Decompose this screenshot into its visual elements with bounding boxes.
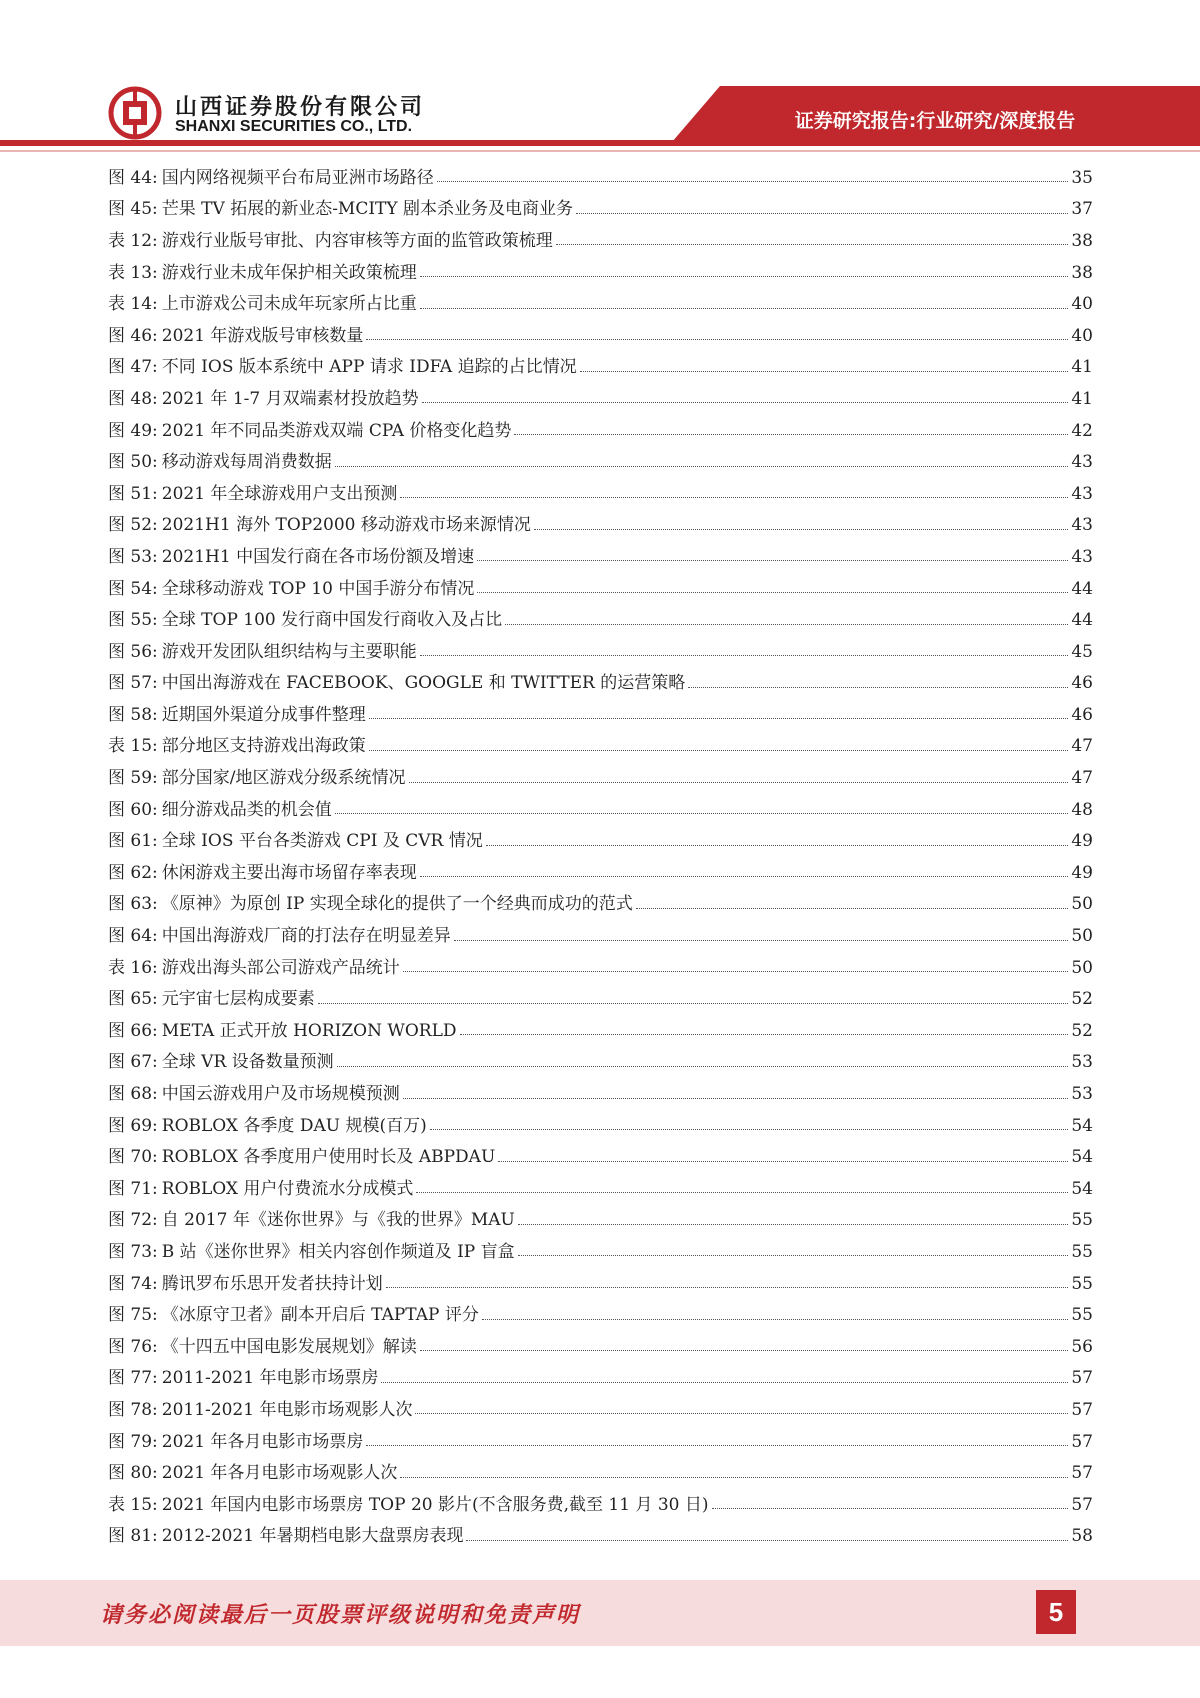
toc-entry-page: 38 bbox=[1071, 262, 1093, 283]
toc-entry[interactable] bbox=[108, 604, 1093, 636]
toc-leader-dots bbox=[369, 718, 1069, 719]
toc-entry-title: META 正式开放 HORIZON WORLD bbox=[161, 1020, 457, 1041]
toc-leader-dots bbox=[420, 655, 1069, 656]
toc-entry-label: 图 61: bbox=[108, 831, 158, 852]
toc-entry-page: 57 bbox=[1071, 1494, 1093, 1515]
toc-entry-label: 图 81: bbox=[108, 1526, 158, 1547]
toc-entry-label: 图 58: bbox=[108, 704, 158, 725]
toc-entry[interactable] bbox=[108, 288, 1093, 320]
toc-entry[interactable] bbox=[108, 352, 1093, 384]
toc-entry-title: 2011-2021 年电影市场票房 bbox=[161, 1368, 379, 1389]
toc-entry-page: 54 bbox=[1071, 1147, 1093, 1168]
toc-entry[interactable] bbox=[108, 383, 1093, 415]
toc-entry[interactable] bbox=[108, 1489, 1093, 1521]
toc-entry-label: 图 67: bbox=[108, 1052, 158, 1073]
toc-entry-label: 图 63: bbox=[108, 894, 158, 915]
toc-entry-title: 国内网络视频平台布局亚洲市场路径 bbox=[161, 167, 434, 188]
toc-entry-page: 37 bbox=[1071, 199, 1093, 220]
toc-leader-dots bbox=[580, 371, 1069, 372]
page-number: 5 bbox=[1036, 1590, 1076, 1634]
toc-entry[interactable] bbox=[108, 857, 1093, 889]
toc-entry-page: 49 bbox=[1071, 831, 1093, 852]
toc-entry-page: 57 bbox=[1071, 1431, 1093, 1452]
toc-entry-page: 57 bbox=[1071, 1399, 1093, 1420]
toc-entry-title: 《十四五中国电影发展规划》解读 bbox=[161, 1336, 417, 1357]
toc-entry-page: 46 bbox=[1071, 673, 1093, 694]
toc-entry-label: 图 78: bbox=[108, 1399, 158, 1420]
toc-leader-dots bbox=[498, 1161, 1068, 1162]
toc-entry-label: 图 64: bbox=[108, 926, 158, 947]
toc-entry-page: 43 bbox=[1071, 452, 1093, 473]
table-of-contents bbox=[108, 162, 1093, 1552]
toc-entry-title: 细分游戏品类的机会值 bbox=[161, 799, 332, 820]
toc-leader-dots bbox=[318, 1003, 1069, 1004]
toc-leader-dots bbox=[454, 940, 1069, 941]
toc-entry-page: 46 bbox=[1071, 704, 1093, 725]
toc-entry-title: 中国出海游戏在 FACEBOOK、GOOGLE 和 TWITTER 的运营策略 bbox=[161, 673, 686, 694]
toc-entry[interactable] bbox=[108, 415, 1093, 447]
toc-entry[interactable] bbox=[108, 952, 1093, 984]
toc-entry-page: 47 bbox=[1071, 736, 1093, 757]
toc-leader-dots bbox=[576, 213, 1068, 214]
toc-entry-page: 47 bbox=[1071, 768, 1093, 789]
toc-entry[interactable] bbox=[108, 762, 1093, 794]
toc-entry-page: 44 bbox=[1071, 610, 1093, 631]
toc-entry-title: 2021H1 中国发行商在各市场份额及增速 bbox=[161, 546, 475, 567]
toc-entry-label: 图 59: bbox=[108, 768, 158, 789]
toc-leader-dots bbox=[420, 276, 1069, 277]
toc-entry-page: 43 bbox=[1071, 546, 1093, 567]
toc-entry-title: 2012-2021 年暑期档电影大盘票房表现 bbox=[161, 1526, 464, 1547]
toc-entry-title: 2021 年各月电影市场票房 bbox=[161, 1431, 364, 1452]
toc-entry-title: 全球 VR 设备数量预测 bbox=[161, 1052, 334, 1073]
toc-entry-page: 55 bbox=[1071, 1241, 1093, 1262]
toc-leader-dots bbox=[712, 1508, 1069, 1509]
toc-entry[interactable] bbox=[108, 541, 1093, 573]
toc-entry[interactable] bbox=[108, 225, 1093, 257]
toc-leader-dots bbox=[636, 908, 1069, 909]
toc-entry[interactable] bbox=[108, 1205, 1093, 1237]
toc-leader-dots bbox=[420, 1350, 1069, 1351]
toc-entry-title: 《冰原守卫者》副本开启后 TAPTAP 评分 bbox=[161, 1305, 479, 1326]
toc-entry-page: 58 bbox=[1071, 1526, 1093, 1547]
toc-entry[interactable] bbox=[108, 983, 1093, 1015]
toc-entry-title: 移动游戏每周消费数据 bbox=[161, 452, 332, 473]
toc-entry-title: 2021 年不同品类游戏双端 CPA 价格变化趋势 bbox=[161, 420, 512, 441]
toc-leader-dots bbox=[437, 181, 1069, 182]
toc-entry-page: 43 bbox=[1071, 515, 1093, 536]
toc-entry-title: 2021 年国内电影市场票房 TOP 20 影片(不含服务费,截至 11 月 30 日) bbox=[161, 1494, 709, 1515]
toc-leader-dots bbox=[477, 560, 1068, 561]
toc-leader-dots bbox=[335, 813, 1069, 814]
toc-entry-title: 2021 年 1-7 月双端素材投放趋势 bbox=[161, 388, 419, 409]
toc-leader-dots bbox=[482, 1319, 1069, 1320]
toc-entry-title: 游戏行业未成年保护相关政策梳理 bbox=[161, 262, 417, 283]
toc-leader-dots bbox=[386, 1287, 1069, 1288]
toc-entry-label: 图 80: bbox=[108, 1463, 158, 1484]
toc-entry-label: 图 71: bbox=[108, 1178, 158, 1199]
toc-leader-dots bbox=[335, 466, 1069, 467]
toc-leader-dots bbox=[420, 876, 1069, 877]
toc-entry[interactable] bbox=[108, 889, 1093, 921]
toc-entry[interactable] bbox=[108, 731, 1093, 763]
toc-entry-page: 54 bbox=[1071, 1178, 1093, 1199]
toc-entry-title: 中国出海游戏厂商的打法存在明显差异 bbox=[161, 926, 451, 947]
toc-entry[interactable] bbox=[108, 1363, 1093, 1395]
toc-entry-title: 全球移动游戏 TOP 10 中国手游分布情况 bbox=[161, 578, 475, 599]
toc-entry[interactable] bbox=[108, 636, 1093, 668]
toc-entry-title: 自 2017 年《迷你世界》与《我的世界》MAU bbox=[161, 1210, 515, 1231]
toc-entry-page: 45 bbox=[1071, 641, 1093, 662]
toc-entry-title: 近期国外渠道分成事件整理 bbox=[161, 704, 366, 725]
toc-entry-page: 40 bbox=[1071, 325, 1093, 346]
toc-entry-title: 全球 IOS 平台各类游戏 CPI 及 CVR 情况 bbox=[161, 831, 483, 852]
toc-entry-title: B 站《迷你世界》相关内容创作频道及 IP 盲盒 bbox=[161, 1241, 515, 1262]
toc-entry-page: 50 bbox=[1071, 894, 1093, 915]
toc-entry-title: 游戏行业版号审批、内容审核等方面的监管政策梳理 bbox=[161, 230, 553, 251]
toc-leader-dots bbox=[460, 1034, 1069, 1035]
toc-entry-label: 图 48: bbox=[108, 388, 158, 409]
toc-entry-label: 表 15: bbox=[108, 1494, 158, 1515]
toc-entry-title: ROBLOX 各季度 DAU 规模(百万) bbox=[161, 1115, 427, 1136]
toc-entry-label: 图 66: bbox=[108, 1020, 158, 1041]
toc-entry-page: 57 bbox=[1071, 1463, 1093, 1484]
toc-entry[interactable] bbox=[108, 920, 1093, 952]
toc-leader-dots bbox=[430, 1129, 1069, 1130]
toc-leader-dots bbox=[415, 1413, 1068, 1414]
toc-leader-dots bbox=[466, 1540, 1068, 1541]
toc-entry[interactable] bbox=[108, 1047, 1093, 1079]
toc-entry[interactable] bbox=[108, 825, 1093, 857]
toc-entry-label: 图 44: bbox=[108, 167, 158, 188]
toc-entry-label: 图 76: bbox=[108, 1336, 158, 1357]
toc-entry-page: 50 bbox=[1071, 926, 1093, 947]
toc-entry-label: 图 72: bbox=[108, 1210, 158, 1231]
toc-entry-label: 图 49: bbox=[108, 420, 158, 441]
toc-entry-label: 图 55: bbox=[108, 610, 158, 631]
toc-entry[interactable] bbox=[108, 668, 1093, 700]
toc-leader-dots bbox=[688, 687, 1068, 688]
toc-entry[interactable] bbox=[108, 1236, 1093, 1268]
toc-entry-page: 35 bbox=[1071, 167, 1093, 188]
toc-entry-label: 图 65: bbox=[108, 989, 158, 1010]
toc-entry-title: 部分国家/地区游戏分级系统情况 bbox=[161, 768, 406, 789]
toc-entry-title: 2021 年全球游戏用户支出预测 bbox=[161, 483, 398, 504]
toc-entry-label: 图 51: bbox=[108, 483, 158, 504]
toc-entry-title: 腾讯罗布乐思开发者扶持计划 bbox=[161, 1273, 383, 1294]
toc-entry[interactable] bbox=[108, 257, 1093, 289]
toc-entry-title: 上市游戏公司未成年玩家所占比重 bbox=[161, 294, 417, 315]
toc-leader-dots bbox=[409, 782, 1069, 783]
toc-entry[interactable] bbox=[108, 194, 1093, 226]
toc-leader-dots bbox=[381, 1382, 1068, 1383]
toc-leader-dots bbox=[366, 1445, 1068, 1446]
toc-entry[interactable] bbox=[108, 1173, 1093, 1205]
company-name-en: SHANXI SECURITIES CO., LTD. bbox=[175, 118, 413, 135]
toc-leader-dots bbox=[337, 1066, 1069, 1067]
toc-leader-dots bbox=[400, 497, 1068, 498]
toc-entry[interactable] bbox=[108, 1015, 1093, 1047]
toc-entry-title: 2011-2021 年电影市场观影人次 bbox=[161, 1399, 413, 1420]
toc-entry-label: 表 15: bbox=[108, 736, 158, 757]
toc-entry[interactable] bbox=[108, 1426, 1093, 1458]
toc-entry-page: 48 bbox=[1071, 799, 1093, 820]
toc-entry[interactable] bbox=[108, 794, 1093, 826]
toc-entry-title: 中国云游戏用户及市场规模预测 bbox=[161, 1084, 400, 1105]
toc-leader-dots bbox=[505, 624, 1068, 625]
page-header bbox=[0, 0, 1200, 160]
toc-leader-dots bbox=[518, 1255, 1069, 1256]
toc-leader-dots bbox=[403, 971, 1069, 972]
report-type-tag: 证券研究报告:行业研究/深度报告 bbox=[794, 110, 1076, 132]
toc-entry-label: 图 79: bbox=[108, 1431, 158, 1452]
toc-entry-label: 图 50: bbox=[108, 452, 158, 473]
toc-entry-label: 图 53: bbox=[108, 546, 158, 567]
toc-entry-page: 41 bbox=[1071, 388, 1093, 409]
toc-entry[interactable] bbox=[108, 162, 1093, 194]
toc-entry-page: 57 bbox=[1071, 1368, 1093, 1389]
toc-leader-dots bbox=[369, 750, 1069, 751]
toc-entry-label: 图 46: bbox=[108, 325, 158, 346]
toc-entry-page: 53 bbox=[1071, 1052, 1093, 1073]
toc-entry-label: 图 54: bbox=[108, 578, 158, 599]
toc-entry[interactable] bbox=[108, 573, 1093, 605]
toc-entry-label: 表 12: bbox=[108, 230, 158, 251]
toc-leader-dots bbox=[486, 845, 1069, 846]
toc-entry-page: 55 bbox=[1071, 1210, 1093, 1231]
toc-entry-label: 图 74: bbox=[108, 1273, 158, 1294]
toc-entry-page: 53 bbox=[1071, 1084, 1093, 1105]
toc-entry-label: 图 52: bbox=[108, 515, 158, 536]
toc-entry-title: ROBLOX 各季度用户使用时长及 ABPDAU bbox=[161, 1147, 496, 1168]
toc-entry-title: 芒果 TV 拓展的新业态-MCITY 剧本杀业务及电商业务 bbox=[161, 199, 574, 220]
toc-leader-dots bbox=[400, 1477, 1068, 1478]
toc-entry-label: 图 47: bbox=[108, 357, 158, 378]
toc-entry-title: 元宇宙七层构成要素 bbox=[161, 989, 315, 1010]
toc-entry[interactable] bbox=[108, 510, 1093, 542]
toc-entry-label: 图 45: bbox=[108, 199, 158, 220]
toc-entry[interactable] bbox=[108, 699, 1093, 731]
company-name-cn: 山西证券股份有限公司 bbox=[175, 95, 426, 120]
toc-entry[interactable] bbox=[108, 1457, 1093, 1489]
toc-entry-title: 不同 IOS 版本系统中 APP 请求 IDFA 追踪的占比情况 bbox=[161, 357, 577, 378]
toc-entry-label: 图 77: bbox=[108, 1368, 158, 1389]
toc-entry-label: 表 16: bbox=[108, 957, 158, 978]
toc-entry-label: 图 56: bbox=[108, 641, 158, 662]
toc-entry-page: 40 bbox=[1071, 294, 1093, 315]
toc-entry-label: 图 62: bbox=[108, 862, 158, 883]
toc-entry-title: 休闲游戏主要出海市场留存率表现 bbox=[161, 862, 417, 883]
toc-entry-page: 49 bbox=[1071, 862, 1093, 883]
footer-disclaimer: 请务必阅读最后一页股票评级说明和免责声明 bbox=[100, 1602, 581, 1628]
toc-entry-page: 50 bbox=[1071, 957, 1093, 978]
toc-leader-dots bbox=[403, 1098, 1069, 1099]
toc-entry-page: 44 bbox=[1071, 578, 1093, 599]
toc-entry-label: 图 68: bbox=[108, 1084, 158, 1105]
toc-leader-dots bbox=[416, 1192, 1068, 1193]
toc-entry-page: 42 bbox=[1071, 420, 1093, 441]
toc-entry-title: 全球 TOP 100 发行商中国发行商收入及占比 bbox=[161, 610, 503, 631]
toc-entry-title: 2021 年游戏版号审核数量 bbox=[161, 325, 364, 346]
toc-leader-dots bbox=[477, 592, 1068, 593]
toc-entry-title: 《原神》为原创 IP 实现全球化的提供了一个经典而成功的范式 bbox=[161, 894, 633, 915]
toc-leader-dots bbox=[420, 308, 1069, 309]
shanxi-securities-logo-icon bbox=[108, 86, 162, 140]
toc-leader-dots bbox=[514, 434, 1068, 435]
toc-entry-title: 游戏出海头部公司游戏产品统计 bbox=[161, 957, 400, 978]
toc-entry-label: 图 70: bbox=[108, 1147, 158, 1168]
toc-entry-label: 图 57: bbox=[108, 673, 158, 694]
toc-entry[interactable] bbox=[108, 1331, 1093, 1363]
toc-entry-page: 52 bbox=[1071, 989, 1093, 1010]
toc-entry[interactable] bbox=[108, 478, 1093, 510]
toc-entry-page: 55 bbox=[1071, 1305, 1093, 1326]
toc-entry-page: 38 bbox=[1071, 230, 1093, 251]
toc-entry-label: 图 60: bbox=[108, 799, 158, 820]
toc-entry-label: 表 13: bbox=[108, 262, 158, 283]
toc-entry-page: 55 bbox=[1071, 1273, 1093, 1294]
toc-entry-page: 43 bbox=[1071, 483, 1093, 504]
toc-leader-dots bbox=[518, 1224, 1069, 1225]
toc-leader-dots bbox=[366, 339, 1068, 340]
toc-entry[interactable] bbox=[108, 1521, 1093, 1553]
toc-leader-dots bbox=[534, 529, 1069, 530]
toc-entry-page: 54 bbox=[1071, 1115, 1093, 1136]
toc-entry[interactable] bbox=[108, 1394, 1093, 1426]
header-banner bbox=[0, 0, 1200, 160]
toc-entry[interactable] bbox=[108, 320, 1093, 352]
toc-entry-title: 2021H1 海外 TOP2000 移动游戏市场来源情况 bbox=[161, 515, 531, 536]
toc-leader-dots bbox=[422, 402, 1069, 403]
toc-entry-title: 2021 年各月电影市场观影人次 bbox=[161, 1463, 398, 1484]
toc-entry[interactable] bbox=[108, 446, 1093, 478]
toc-entry-page: 41 bbox=[1071, 357, 1093, 378]
toc-entry-label: 图 75: bbox=[108, 1305, 158, 1326]
toc-entry-title: 部分地区支持游戏出海政策 bbox=[161, 736, 366, 757]
toc-entry[interactable] bbox=[108, 1268, 1093, 1300]
toc-entry-label: 表 14: bbox=[108, 294, 158, 315]
toc-entry-label: 图 69: bbox=[108, 1115, 158, 1136]
toc-entry[interactable] bbox=[108, 1141, 1093, 1173]
toc-entry[interactable] bbox=[108, 1299, 1093, 1331]
toc-entry[interactable] bbox=[108, 1110, 1093, 1142]
toc-leader-dots bbox=[556, 244, 1069, 245]
toc-entry-title: 游戏开发团队组织结构与主要职能 bbox=[161, 641, 417, 662]
toc-entry-title: ROBLOX 用户付费流水分成模式 bbox=[161, 1178, 414, 1199]
toc-entry[interactable] bbox=[108, 1078, 1093, 1110]
toc-entry-page: 56 bbox=[1071, 1336, 1093, 1357]
toc-entry-label: 图 73: bbox=[108, 1241, 158, 1262]
toc-entry-page: 52 bbox=[1071, 1020, 1093, 1041]
